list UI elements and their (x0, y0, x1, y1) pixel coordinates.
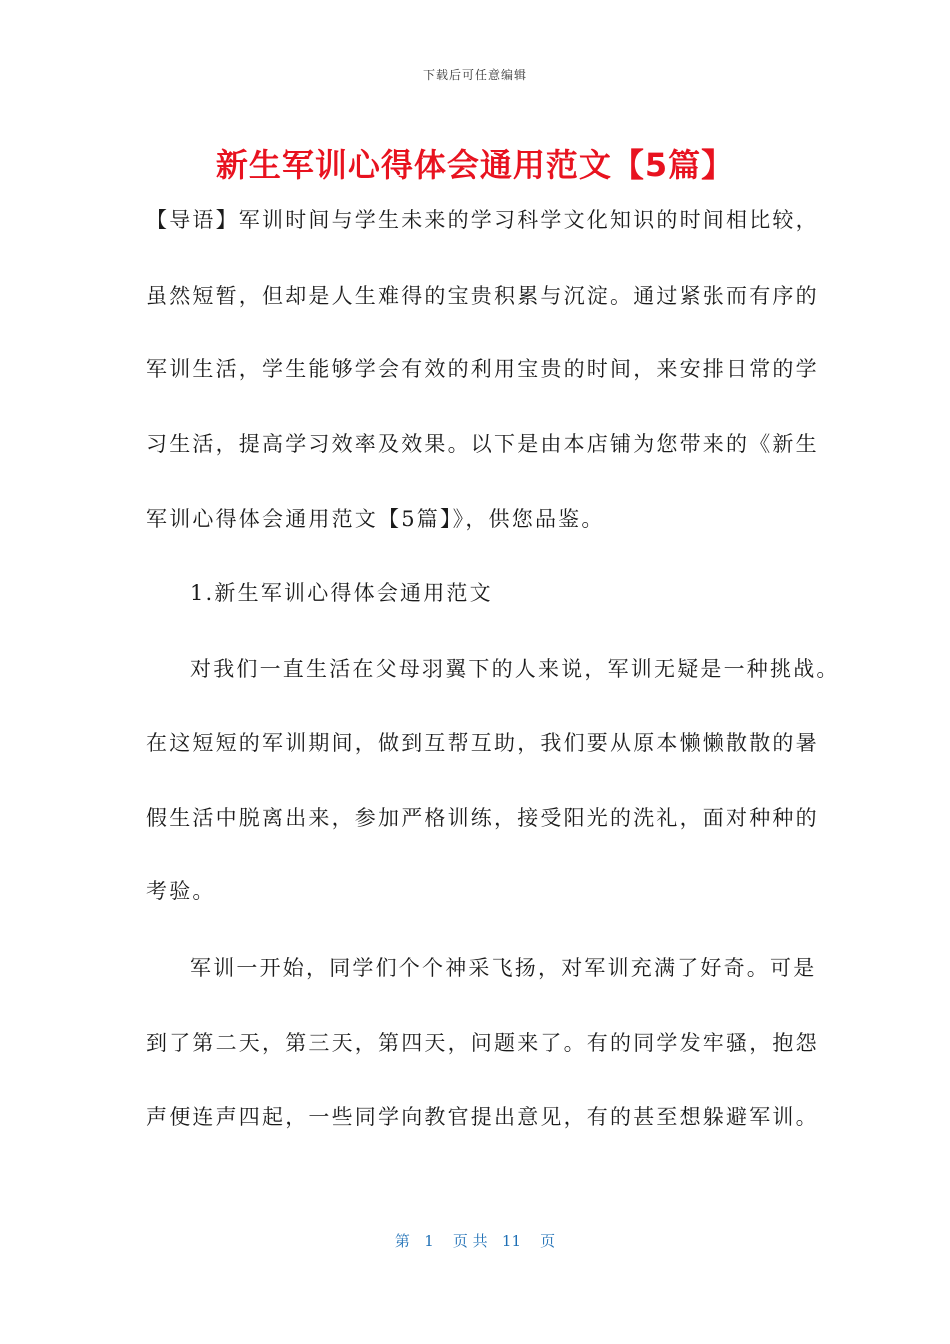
body-text-line: 假生活中脱离出来，参加严格训练，接受阳光的洗礼，面对种种的 (146, 806, 819, 830)
body-text-line: 军训生活，学生能够学会有效的利用宝贵的时间，来安排日常的学 (146, 357, 819, 381)
page-number-footer: 第 1 页 共 11 页 (394, 1232, 556, 1250)
body-text-line: 习生活，提高学习效率及效果。以下是由本店铺为您带来的《新生 (146, 432, 819, 456)
section-heading: 1.新生军训心得体会通用范文 (190, 581, 493, 605)
body-text-line: 虽然短暂，但却是人生难得的宝贵积累与沉淀。通过紧张而有序的 (146, 284, 819, 308)
body-text-line: 到了第二天，第三天，第四天，问题来了。有的同学发牢骚，抱怨 (146, 1031, 819, 1055)
body-text-line: 军训一开始，同学们个个神采飞扬，对军训充满了好奇。可是 (190, 956, 817, 980)
body-text-line: 声便连声四起，一些同学向教官提出意见，有的甚至想躲避军训。 (146, 1105, 819, 1129)
document-title: 新生军训心得体会通用范文【5篇】 (215, 146, 735, 184)
page-header-note: 下载后可任意编辑 (422, 68, 527, 82)
body-text-line: 【导语】军训时间与学生未来的学习科学文化知识的时间相比较， (146, 208, 819, 232)
body-text-line: 考验。 (146, 879, 216, 903)
body-text-line: 对我们一直生活在父母羽翼下的人来说，军训无疑是一种挑战。 (190, 657, 840, 681)
body-text-line: 军训心得体会通用范文【5篇】》，供您品鉴。 (146, 507, 605, 531)
body-text-line: 在这短短的军训期间，做到互帮互助，我们要从原本懒懒散散的暑 (146, 731, 819, 755)
